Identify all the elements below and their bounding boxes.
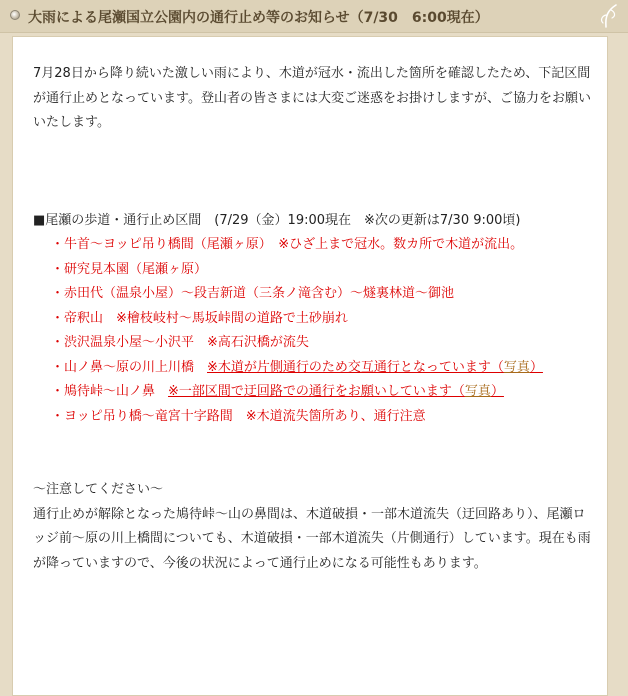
closure-item-note: ※木道が片側通行のため交互通行となっています（	[207, 359, 504, 375]
caution-body: 通行止めが解除となった鳩待峠～山の鼻間は、木道破損・一部木道流失（迂回路あり）、尾瀬ロッジ前～原の川上橋間についても、木道破損・一部木道流失（片側通行）しています。現在も雨が降っていますので、今後の状況によって通行止めになる可能性もあります。	[33, 506, 591, 571]
closure-item	[33, 380, 593, 405]
photo-link[interactable]: 写真	[503, 359, 530, 375]
bullet-circle-icon	[10, 10, 20, 20]
closure-item-text: ・山ノ鼻～原の川上川橋	[51, 359, 208, 375]
closure-item: ・研究見本園（尾瀬ヶ原）	[51, 261, 208, 277]
notice-title: 大雨による尾瀬国立公園内の通行止め等のお知らせ（7/30 6:00現在）	[28, 10, 489, 26]
intro-paragraph: 7月28日から降り続いた激しい雨により、木道が冠水・流出した箇所を確認したため、下記区間が通行止めとなっています。登山者の皆さまには大変ご迷惑をお掛けしますが、ご協力をお願いいたします。	[33, 66, 591, 130]
closure-item: ・帝釈山 ※檜枝岐村～馬坂峠間の道路で土砂崩れ	[51, 310, 348, 326]
closure-item: ・赤田代（温泉小屋）～段吉新道（三条ノ滝含む）～燧裏林道～御池	[51, 286, 455, 301]
closure-item-text: ・鳩待峠～山ノ鼻	[51, 384, 169, 399]
closure-item	[33, 356, 593, 381]
photo-link[interactable]: 写真	[464, 384, 491, 399]
closure-item-note-end: ）	[529, 359, 543, 375]
closure-item-note-end: ）	[490, 384, 504, 399]
notice-header	[0, 0, 628, 33]
decorative-swirl-icon	[594, 2, 622, 30]
closure-item: ・ヨッピ吊り橋～竜宮十字路間 ※木道流失箇所あり、通行注意	[51, 408, 426, 424]
notice-content	[33, 62, 593, 576]
caution-heading: ～注意してください～	[33, 482, 164, 497]
closure-item: ・渋沢温泉小屋～小沢平 ※高石沢橋が流失	[51, 335, 309, 350]
closure-item: ・牛首～ヨッピ吊り橋間（尾瀬ヶ原） ※ひざ上まで冠水。数カ所で木道が流出。	[51, 237, 524, 252]
section-heading: ■尾瀬の歩道・通行止め区間 (7/29（金）19:00現在 ※次の更新は7/30 9:00頃)	[33, 212, 521, 228]
closure-item-note: ※一部区間で迂回路での通行をお願いしています（	[168, 384, 465, 399]
